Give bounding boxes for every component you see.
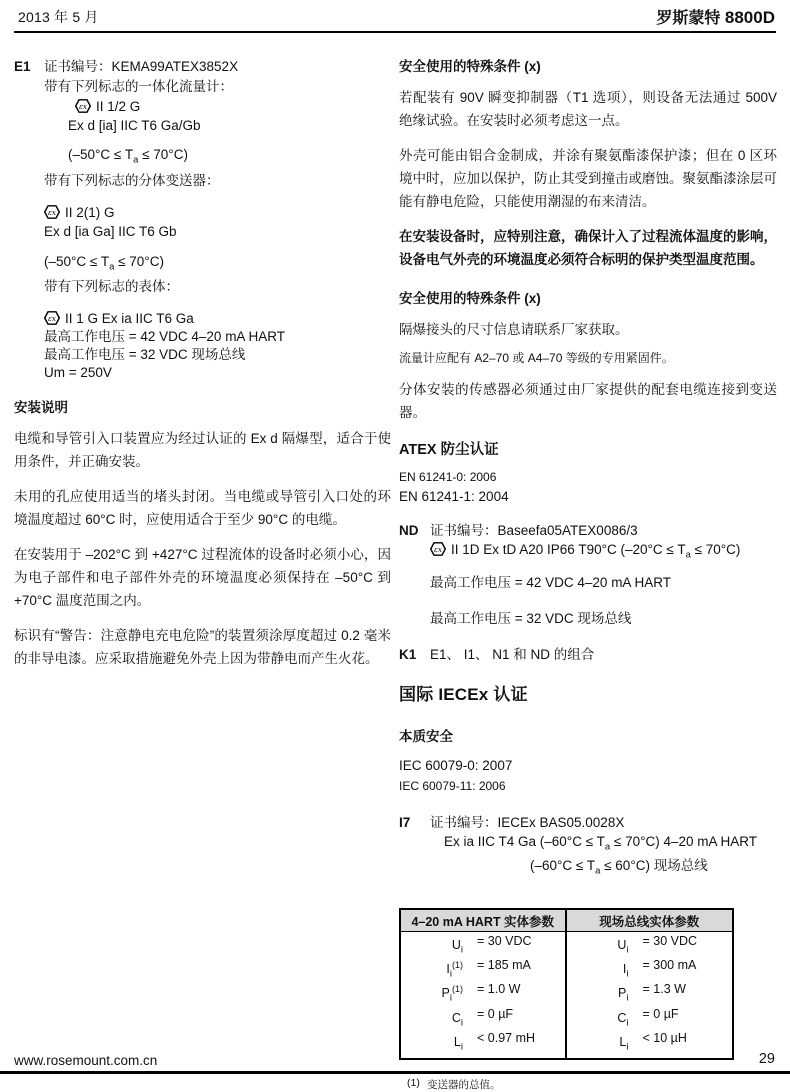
entity-params-table bbox=[399, 908, 734, 1060]
fieldbus-params-header: 现场总线实体参数 bbox=[567, 910, 733, 932]
special-conditions-paragraph: 外壳可能由铝合金制成，并涂有聚氨酯漆保护漆；但在 0 区环境中时，应加以保护，防止其受到撞击或磨蚀。聚氨酯漆涂层可能有静电危险，只能使用潮湿的布来清洁。 bbox=[399, 148, 777, 209]
table-row: $I_i^{(1)}$ = 185 mA bbox=[446, 958, 531, 980]
marking-intro: 带有下列标志的分体变送器： bbox=[44, 172, 220, 188]
header-brand: 罗斯蒙特 bbox=[656, 10, 721, 27]
footer-page-number: 29 bbox=[758, 1051, 775, 1067]
special-conditions-paragraph: 流量计应配有 A2–70 或 A4–70 等级的专用紧固件。 bbox=[399, 351, 674, 365]
ex-marking: Ex ia IIC T4 Ga $(-60^\circ C \le T_a \le 70^\circ C)$ 4–20 mA HART bbox=[444, 833, 758, 853]
table-row: $U_i$ = 30 VDC bbox=[617, 934, 698, 956]
header-date: 2013 年 5 月 bbox=[18, 9, 99, 25]
temp-range: $(-50^\circ C \le T_a \le 70^\circ C)$ bbox=[68, 147, 188, 166]
header-product bbox=[656, 5, 775, 28]
atex-marking-line bbox=[44, 309, 391, 328]
marking-code: II 1/2 G bbox=[96, 99, 141, 114]
table-row: $C_i$ = 0 µF bbox=[451, 1006, 514, 1029]
table-row: $L_i$ < 10 µH bbox=[619, 1030, 687, 1053]
max-voltage-hart: 最高工作电压 = 42 VDC 4–20 mA HART bbox=[430, 574, 671, 590]
atex-marking-line: εx II 1D Ex tD A20 IP66 T90°C $(-20^\circ C \le T_a \le 70^\circ C)$ bbox=[430, 540, 777, 565]
atex-dust-heading: ATEX 防尘认证 bbox=[399, 442, 499, 458]
special-conditions-paragraph: 分体安装的传感器必须通过由厂家提供的配套电缆连接到变送器。 bbox=[399, 382, 777, 420]
standard-ref: IEC 60079-11: 2006 bbox=[399, 778, 506, 793]
atex-ex-icon bbox=[430, 542, 446, 556]
max-voltage-fieldbus: 最高工作电压 = 32 VDC 现场总线 bbox=[430, 610, 632, 626]
atex-ex-icon bbox=[75, 99, 91, 113]
atex-ex-icon bbox=[44, 205, 60, 219]
hart-params-header: 4–20 mA HART 实体参数 bbox=[401, 910, 565, 932]
max-voltage-fieldbus: 最高工作电压 = 32 VDC 现场总线 bbox=[44, 347, 246, 363]
special-conditions-warning: 在安装设备时，应特别注意，确保计入了过程流体温度的影响，设备电气外壳的环境温度必须符合标明的保护类型温度范围。 bbox=[399, 229, 777, 267]
atex-marking-line bbox=[44, 203, 391, 222]
cert-block-e1 bbox=[14, 57, 391, 381]
special-conditions-heading: 安全使用的特殊条件 (x) bbox=[399, 59, 541, 74]
header-rule bbox=[14, 31, 776, 33]
marking-code: II 1 G Ex ia IIC T6 Ga bbox=[65, 311, 194, 327]
cert-code-label: E1 bbox=[14, 59, 31, 74]
install-paragraph: 标识有“警告：注意静电充电危险”的装置须涂厚度超过 0.2 毫米的非导电漆。应采取措施避免外壳上因为带静电而产生火花。 bbox=[14, 628, 391, 667]
special-conditions-heading: 安全使用的特殊条件 (x) bbox=[399, 291, 541, 306]
install-heading: 安装说明 bbox=[14, 400, 68, 416]
cert-block-nd bbox=[399, 521, 777, 628]
install-paragraph: 在安装用于 –202°C 到 +427°C 过程流体的设备时必须小心，因为电子部件和电子部件外壳的环境温度必须保持在 –50°C 到 +70°C 温度范围之内。 bbox=[14, 547, 391, 609]
cert-block-k1 bbox=[399, 645, 777, 664]
left-column bbox=[14, 57, 391, 682]
table-row: $U_i$ = 30 VDC bbox=[451, 934, 532, 956]
hart-params-column bbox=[401, 910, 567, 1058]
standard-ref: EN 61241-1: 2004 bbox=[399, 489, 509, 504]
install-paragraph: 未用的孔应使用适当的堵头封闭。当电缆或导管引入口处的环境温度超过 60°C 时，应使用适合于至少 90°C 的电缆。 bbox=[14, 489, 391, 528]
atex-ex-icon bbox=[44, 311, 60, 325]
table-row: $P_i^{(1)}$ = 1.0 W bbox=[441, 982, 521, 1005]
table-row: $I_i$ = 300 mA bbox=[622, 958, 697, 980]
footnote-marker: (1) bbox=[407, 1076, 420, 1089]
intrinsic-safety-heading: 本质安全 bbox=[399, 728, 453, 744]
um-value: Um = 250V bbox=[44, 365, 112, 381]
ex-marking: Ex d [ia] IIC T6 Ga/Gb bbox=[68, 118, 201, 133]
combination-text: E1、 I1、 N1 和 ND 的组合 bbox=[430, 646, 595, 662]
svg-text:εx: εx bbox=[434, 544, 442, 554]
cert-code-label: K1 bbox=[399, 646, 417, 662]
standard-ref: EN 61241-0: 2006 bbox=[399, 470, 497, 484]
max-voltage-hart: 最高工作电压 = 42 VDC 4–20 mA HART bbox=[44, 329, 285, 345]
footer-url: www.rosemount.com.cn bbox=[14, 1053, 158, 1068]
right-column bbox=[399, 55, 777, 1092]
table-row: $L_i$ < 0.97 mH bbox=[453, 1030, 536, 1053]
temp-range: $(-50^\circ C \le T_a \le 70^\circ C)$ bbox=[44, 253, 164, 273]
cert-number: 证书编号：Baseefa05ATEX0086/3 bbox=[430, 523, 638, 538]
marking-intro: 带有下列标志的一体化流量计： bbox=[44, 79, 233, 94]
table-footnote bbox=[399, 1077, 777, 1092]
svg-text:εx: εx bbox=[48, 207, 56, 217]
header-model: 8800D bbox=[724, 8, 775, 27]
cert-number: 证书编号：IECEx BAS05.0028X bbox=[430, 814, 625, 830]
table-row: $C_i$ = 0 µF bbox=[617, 1006, 679, 1029]
cert-number: 证书编号：KEMA99ATEX3852X bbox=[44, 59, 239, 74]
iecex-section-heading: 国际 IECEx 认证 bbox=[399, 684, 528, 704]
atex-marking-line bbox=[44, 97, 391, 116]
special-conditions-paragraph: 若配装有 90V 瞬变抑制器（T1 选项），则设备无法通过 500V 绝缘试验。在安装时必须考虑这一点。 bbox=[399, 90, 777, 128]
temp-range: $(-60^\circ C \le T_a \le 60^\circ C)$ 现场总线 bbox=[530, 858, 708, 878]
cert-block-i7 bbox=[399, 813, 777, 881]
fieldbus-params-column bbox=[567, 910, 733, 1058]
cert-code-label: ND bbox=[399, 523, 419, 538]
footer-rule bbox=[0, 1071, 790, 1074]
svg-text:εx: εx bbox=[48, 314, 56, 324]
ex-marking: Ex d [ia Ga] IIC T6 Gb bbox=[44, 223, 177, 239]
svg-text:εx: εx bbox=[79, 101, 87, 111]
table-row: $P_i$ = 1.3 W bbox=[618, 982, 686, 1005]
marking-code: II 2(1) G bbox=[65, 204, 115, 220]
standard-ref: IEC 60079-0: 2007 bbox=[399, 757, 513, 773]
special-conditions-paragraph: 隔爆接头的尺寸信息请联系厂家获取。 bbox=[399, 322, 629, 337]
footnote-text: 变送器的总值。 bbox=[427, 1078, 501, 1091]
install-paragraph: 电缆和导管引入口装置应为经过认证的 Ex d 隔爆型，适合于使用条件，并正确安装。 bbox=[14, 431, 391, 470]
marking-intro: 带有下列标志的表体： bbox=[44, 279, 179, 295]
cert-code-label: I7 bbox=[399, 814, 411, 830]
